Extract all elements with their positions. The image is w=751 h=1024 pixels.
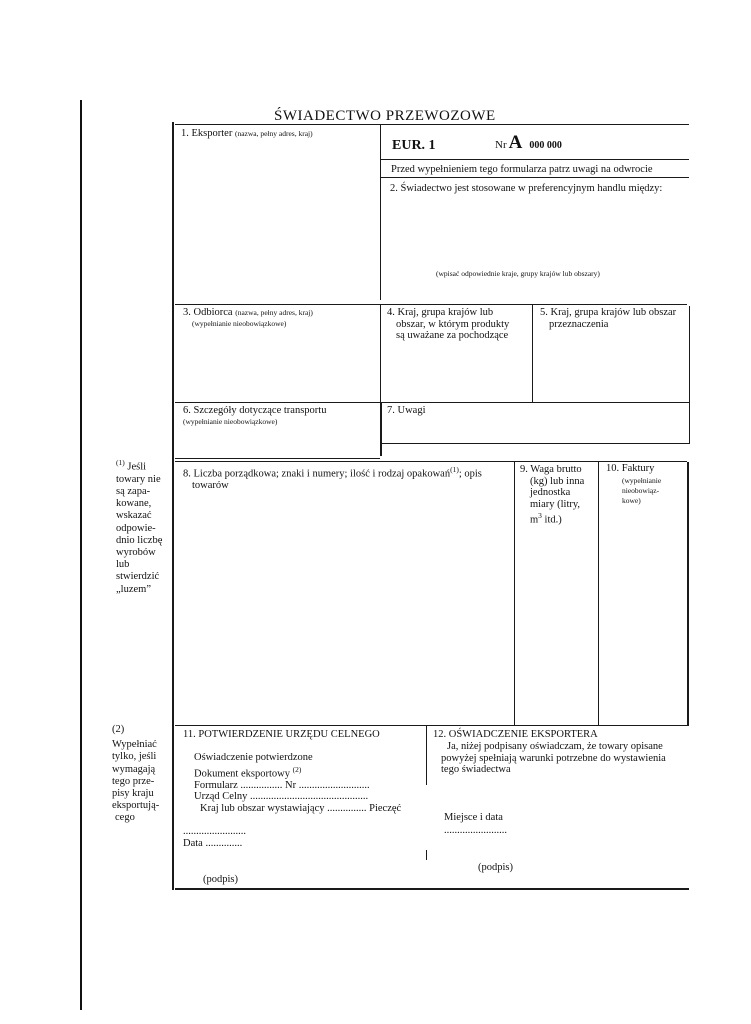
- side-note-2-line: Wypełniać: [112, 739, 157, 751]
- box4-label: [387, 307, 509, 342]
- side-note-1-line: odpowie-: [116, 522, 156, 534]
- box9-line1: 9. Waga brutto: [520, 464, 582, 475]
- side-note-2-line: wymagają: [112, 763, 156, 775]
- nr-prefix: Nr: [495, 139, 507, 151]
- box1-label: [181, 128, 313, 140]
- side-note-1: [116, 457, 162, 596]
- instructions-note: Przed wypełnieniem tego formularza patrz uwagi na odwrocie: [391, 164, 653, 175]
- side-note-2-line: tylko, jeśli: [112, 751, 157, 763]
- box3-note: (nazwa, pełny adres, kraj): [235, 308, 313, 317]
- side-note-1-line: dnio liczbę: [116, 534, 163, 546]
- box10-note3: kowe): [622, 496, 641, 505]
- form-title: ŚWIADECTWO PRZEWOZOWE: [274, 108, 496, 124]
- page-left-rule: [80, 100, 82, 1010]
- box11-body: [194, 752, 401, 814]
- box9-line3: jednostka: [530, 487, 571, 498]
- box11-signature: (podpis): [203, 874, 238, 885]
- side-note-1-line: „luzem”: [116, 583, 151, 595]
- box3-title: 3. Odbiorca: [183, 307, 233, 318]
- box11-date: Data ..............: [183, 838, 243, 849]
- box10-note1: (wypełnianie: [622, 476, 662, 485]
- side-note-2: [112, 724, 159, 825]
- side-note-1-line: są zapa-: [116, 485, 151, 497]
- eur-label: EUR. 1: [392, 138, 436, 153]
- box4-line1: 4. Kraj, grupa krajów lub: [387, 307, 494, 318]
- box3-label: [183, 307, 313, 319]
- box8-footnote-marker: (1): [450, 465, 459, 474]
- side-note-2-line: tego prze-: [112, 775, 155, 787]
- box12-place-date: Miejsce i data: [444, 812, 503, 823]
- box10-label: [606, 464, 661, 506]
- box12-line2: powyżej spełniają warunki potrzebne do wystawienia: [441, 752, 666, 764]
- side-note-1-line: kowane,: [116, 498, 152, 510]
- box9-line6: itd.): [544, 514, 562, 526]
- box9-line2: (kg) lub inna: [530, 475, 585, 487]
- box11-line1: Oświadczenie potwierdzone: [194, 752, 313, 763]
- box9-label: [520, 464, 584, 526]
- box2-note: (wpisać odpowiednie kraje, grupy krajów lub obszary): [436, 269, 600, 278]
- box7-label: 7. Uwagi: [387, 405, 426, 416]
- box12-line1: Ja, niżej podpisany oświadczam, że towary opisane: [447, 741, 663, 752]
- side-note-1-line: lub: [116, 559, 130, 571]
- box9-superscript: 3: [538, 511, 542, 520]
- box4-line3: są uważane za pochodzące: [396, 330, 509, 341]
- side-note-2-line: eksportują-: [112, 800, 160, 812]
- box6-note: (wypełnianie nieobowiązkowe): [183, 417, 278, 426]
- box11-footnote-marker: (2): [292, 764, 302, 774]
- box11-line4: Urząd Celny .............................................: [194, 791, 369, 803]
- side-note-2-line: cego: [115, 812, 135, 824]
- box12-body: [441, 741, 666, 776]
- box5-line1: 5. Kraj, grupa krajów lub obszar: [540, 307, 677, 318]
- side-note-1-line: stwierdzić: [116, 571, 160, 583]
- side-note-1-line: wskazać: [116, 510, 152, 522]
- box5-line2: przeznaczenia: [549, 318, 609, 330]
- box9-line4: miary (litry,: [530, 498, 581, 510]
- box8-label: [183, 464, 482, 492]
- certificate-number: [495, 133, 562, 154]
- box12-signature: (podpis): [478, 862, 513, 873]
- box10-title: 10. Faktury: [606, 463, 655, 474]
- side-note-1-first: Jeśli: [127, 461, 147, 473]
- box10-note2: nieobowiąz-: [622, 486, 660, 495]
- nr-letter: A: [508, 132, 523, 153]
- box12-dots: ........................: [444, 825, 507, 836]
- box6-label: 6. Szczegóły dotyczące transportu: [183, 405, 327, 416]
- box11-line2: Dokument eksportowy: [194, 768, 290, 780]
- box4-line2: obszar, w którym produkty: [396, 318, 510, 330]
- box12-label: 12. OŚWIADCZENIE EKSPORTERA: [433, 729, 598, 740]
- side-note-1-marker: (1): [116, 458, 125, 467]
- nr-number: 000 000: [529, 140, 562, 151]
- box5-label: [540, 307, 676, 330]
- box11-line5: Kraj lub obszar wystawiający ............... Pieczęć: [200, 802, 402, 814]
- box1-title: 1. Eksporter: [181, 128, 233, 139]
- box8-line1: 8. Liczba porządkowa; znaki i numery; ilość i rodzaj opakowań: [183, 468, 451, 480]
- box12-line3: tego świadectwa: [441, 764, 511, 775]
- box11-dots: ........................: [183, 826, 246, 837]
- box8-line1-end: ; opis: [458, 468, 482, 480]
- box11-label: 11. POTWIERDZENIE URZĘDU CELNEGO: [183, 729, 380, 740]
- box3-optional-note: (wypełnianie nieobowiązkowe): [192, 319, 287, 328]
- box8-line2: towarów: [192, 480, 229, 491]
- side-note-2-line: pisy kraju: [112, 788, 154, 800]
- side-note-1-line: towary nie: [116, 473, 161, 485]
- box1-note: (nazwa, pełny adres, kraj): [234, 129, 313, 138]
- box9-line5: m: [530, 514, 539, 526]
- side-note-1-line: wyrobów: [116, 546, 156, 558]
- box11-line3: Formularz ................ Nr ...........................: [194, 779, 370, 791]
- box2-label: 2. Świadectwo jest stosowane w preferencyjnym handlu między:: [390, 183, 663, 194]
- side-note-2-marker: (2): [112, 724, 125, 735]
